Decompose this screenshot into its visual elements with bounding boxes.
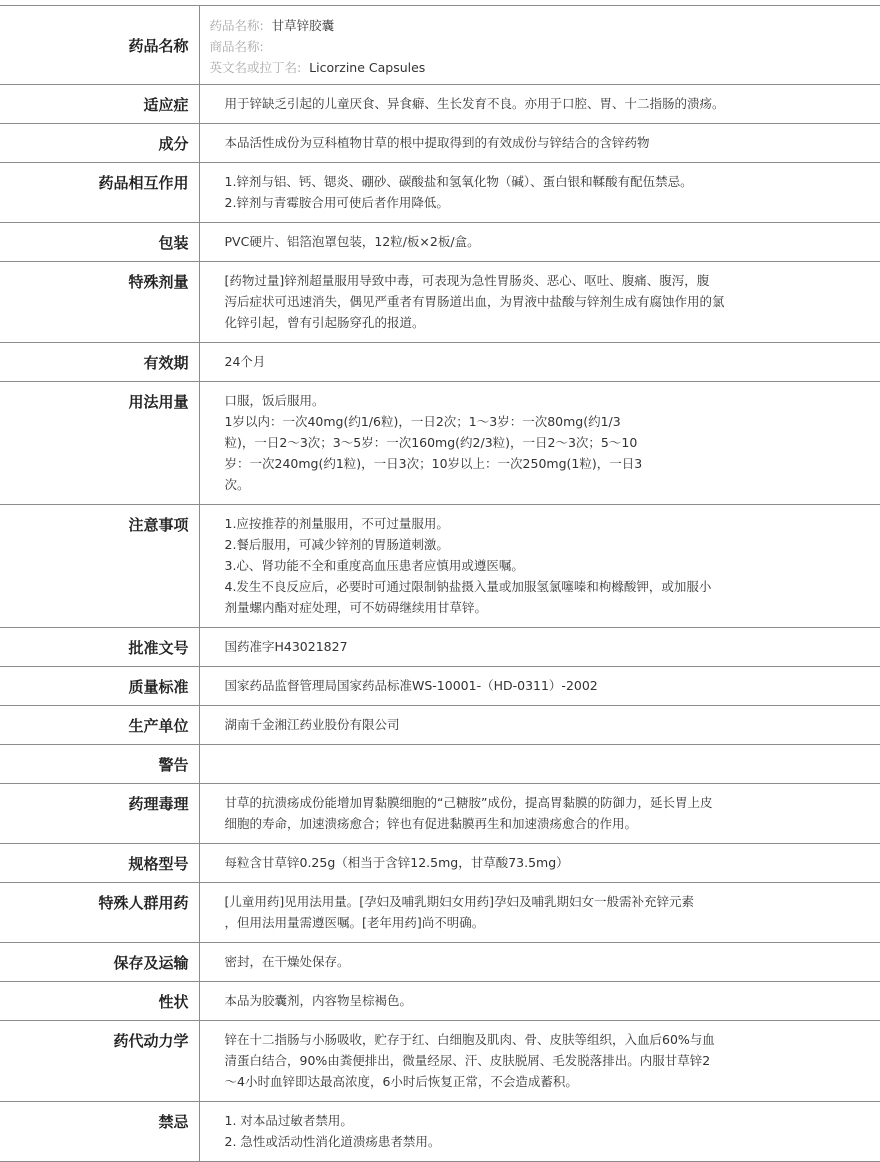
value-line: 密封，在干燥处保存。 — [224, 954, 350, 969]
row-value — [199, 85, 880, 124]
row-label: 适应症 — [0, 85, 199, 124]
value-line: 用于锌缺乏引起的儿童厌食、异食癖、生长发育不良。亦用于口腔、胃、十二指肠的溃疡。 — [224, 96, 725, 111]
row-value — [199, 262, 880, 343]
row-value — [199, 223, 880, 262]
row-value — [199, 784, 880, 844]
row-label: 药代动力学 — [0, 1021, 199, 1102]
info-row — [0, 262, 880, 343]
value-line: 本品为胶囊剂，内容物呈棕褐色。 — [224, 993, 413, 1008]
row-value — [199, 706, 880, 745]
row-label: 药品名称 — [0, 6, 199, 85]
info-row — [0, 745, 880, 784]
value-line: 国药准字H43021827 — [224, 639, 348, 654]
english-name-line — [210, 57, 871, 78]
generic-name-key: 药品名称: — [209, 18, 264, 33]
value-line: 4.发生不良反应后，必要时可通过限制钠盐摄入量或加服氢氯噻嗪和枸橼酸钾，或加服小 — [224, 579, 712, 594]
value-line: 清蛋白结合，90%由粪便排出，微量经尿、汗、皮肤脱屑、毛发脱落排出。内服甘草锌2 — [224, 1053, 711, 1068]
value-line: 国家药品监督管理局国家药品标准WS-10001-（HD-0311）-2002 — [224, 678, 598, 693]
value-line: 细胞的寿命，加速溃疡愈合；锌也有促进黏膜再生和加速溃疡愈合的作用。 — [224, 816, 638, 831]
value-line: 每粒含甘草锌0.25g（相当于含锌12.5mg，甘草酸73.5mg） — [224, 855, 569, 870]
value-line: 2.餐后服用，可减少锌剂的胃肠道刺激。 — [224, 537, 449, 552]
info-row — [0, 1102, 880, 1162]
drug-name-row — [0, 6, 880, 85]
english-name-value: Licorzine Capsules — [309, 60, 426, 75]
value-line: 3.心、肾功能不全和重度高血压患者应慎用或遵医嘱。 — [224, 558, 524, 573]
info-row — [0, 943, 880, 982]
value-line: 2.锌剂与青霉胺合用可使后者作用降低。 — [224, 195, 449, 210]
info-row — [0, 343, 880, 382]
row-label: 生产单位 — [0, 706, 199, 745]
row-value — [199, 1102, 880, 1162]
row-value — [199, 628, 880, 667]
value-line: ，但用法用量需遵医嘱。[老年用药]尚不明确。 — [224, 915, 485, 930]
row-label: 警告 — [0, 745, 199, 784]
value-line: 锌在十二指肠与小肠吸收，贮存于红、白细胞及肌肉、骨、皮肤等组织，入血后60%与血 — [224, 1032, 715, 1047]
info-row — [0, 85, 880, 124]
row-label: 禁忌 — [0, 1102, 199, 1162]
value-line: 剂量螺内酯对症处理，可不妨碍继续用甘草锌。 — [224, 600, 488, 615]
value-line: 次。 — [224, 477, 250, 492]
row-label: 成分 — [0, 124, 199, 163]
row-value — [199, 1021, 880, 1102]
value-line: [药物过量]锌剂超量服用导致中毒，可表现为急性胃肠炎、恶心、呕吐、腹痛、腹泻，腹 — [224, 273, 710, 288]
row-value — [199, 124, 880, 163]
value-line: 化锌引起，曾有引起肠穿孔的报道。 — [224, 315, 425, 330]
drug-name-values — [199, 6, 880, 85]
trade-name-key: 商品名称: — [209, 39, 264, 54]
trade-name-line — [210, 36, 871, 57]
row-label: 有效期 — [0, 343, 199, 382]
info-row — [0, 382, 880, 505]
row-value — [199, 844, 880, 883]
value-line: 甘草的抗溃疡成份能增加胃黏膜细胞的“己糖胺”成份，提高胃黏膜的防御力，延长胃上皮 — [224, 795, 713, 810]
info-row — [0, 505, 880, 628]
row-label: 药理毒理 — [0, 784, 199, 844]
row-value — [199, 883, 880, 943]
value-line: 1. 对本品过敏者禁用。 — [224, 1113, 353, 1128]
info-row — [0, 706, 880, 745]
row-value — [199, 505, 880, 628]
row-label: 特殊剂量 — [0, 262, 199, 343]
generic-name-line — [210, 15, 871, 36]
row-label: 包装 — [0, 223, 199, 262]
info-row — [0, 163, 880, 223]
value-line — [225, 753, 801, 774]
row-value — [199, 745, 880, 784]
value-line: 本品活性成份为豆科植物甘草的根中提取得到的有效成份与锌结合的含锌药物 — [224, 135, 650, 150]
row-label: 特殊人群用药 — [0, 883, 199, 943]
row-label: 药品相互作用 — [0, 163, 199, 223]
value-line: [儿童用药]见用法用量。[孕妇及哺乳期妇女用药]孕妇及哺乳期妇女一般需补充锌元素 — [224, 894, 695, 909]
value-line: 2. 急性或活动性消化道溃疡患者禁用。 — [224, 1134, 441, 1149]
value-line: 1.锌剂与铝、钙、锶炎、硼砂、碳酸盐和氢氧化物（碱）、蛋白银和鞣酸有配伍禁忌。 — [224, 174, 693, 189]
value-line: 岁：一次240mg(约1粒)，一日3次；10岁以上：一次250mg(1粒)，一日3 — [224, 456, 643, 471]
row-value — [199, 667, 880, 706]
row-value — [199, 982, 880, 1021]
value-line: 泻后症状可迅速消失，偶见严重者有胃肠道出血，为胃液中盐酸与锌剂生成有腐蚀作用的氯 — [224, 294, 725, 309]
info-row — [0, 883, 880, 943]
value-line: 口服，饭后服用。 — [224, 393, 325, 408]
info-row — [0, 667, 880, 706]
row-value — [199, 163, 880, 223]
row-label: 注意事项 — [0, 505, 199, 628]
info-row — [0, 124, 880, 163]
drug-info-table — [0, 5, 880, 1162]
row-label: 规格型号 — [0, 844, 199, 883]
generic-name-value: 甘草锌胶囊 — [271, 18, 335, 33]
row-label: 保存及运输 — [0, 943, 199, 982]
info-row — [0, 844, 880, 883]
row-value — [199, 943, 880, 982]
row-label: 批准文号 — [0, 628, 199, 667]
english-name-key: 英文名或拉丁名: — [209, 60, 302, 75]
value-line: PVC硬片、铝箔泡罩包装，12粒/板×2板/盒。 — [224, 234, 480, 249]
value-line: ～4小时血锌即达最高浓度，6小时后恢复正常，不会造成蓄积。 — [224, 1074, 578, 1089]
info-row — [0, 982, 880, 1021]
info-row — [0, 784, 880, 844]
row-label: 性状 — [0, 982, 199, 1021]
value-line: 湖南千金湘江药业股份有限公司 — [224, 717, 400, 732]
row-label: 用法用量 — [0, 382, 199, 505]
value-line: 粒)，一日2～3次；3～5岁：一次160mg(约2/3粒)，一日2～3次；5～10 — [224, 435, 638, 450]
value-line: 24个月 — [224, 354, 266, 369]
row-label: 质量标准 — [0, 667, 199, 706]
info-row — [0, 223, 880, 262]
info-row — [0, 628, 880, 667]
value-line: 1.应按推荐的剂量服用，不可过量服用。 — [224, 516, 449, 531]
row-value — [199, 343, 880, 382]
row-value — [199, 382, 880, 505]
value-line: 1岁以内：一次40mg(约1/6粒)，一日2次；1～3岁：一次80mg(约1/3 — [224, 414, 621, 429]
info-row — [0, 1021, 880, 1102]
